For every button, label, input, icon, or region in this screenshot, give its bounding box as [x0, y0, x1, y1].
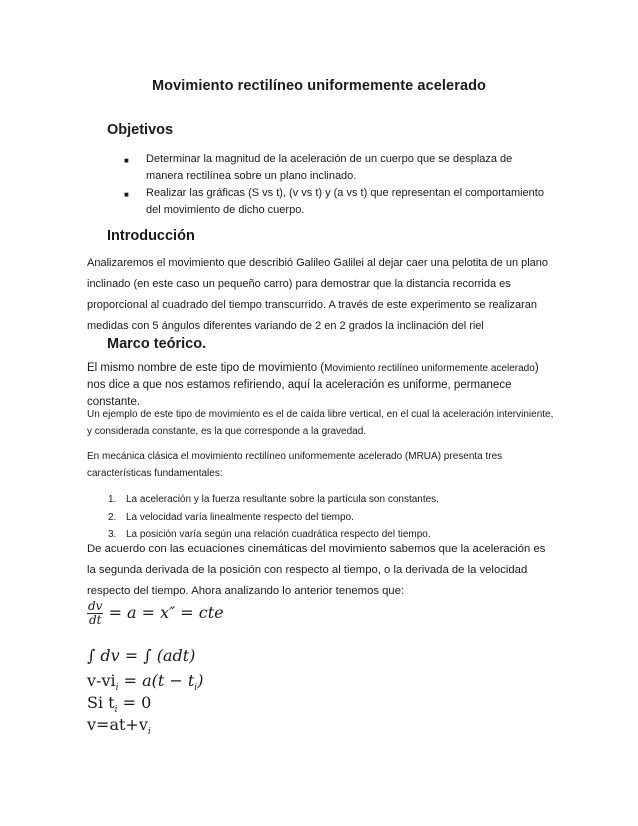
- equation-2: [87, 646, 195, 665]
- marco-text-small: Movimiento rectilíneo uniformemente acelerado: [324, 363, 535, 374]
- fraction-numerator: dv: [88, 599, 103, 613]
- marco-paragraph-2: Un ejemplo de este tipo de movimiento es el de caída libre vertical, en el cual la aceleración interviniente, y considerada constante, es la que corresponde a la gravedad.: [87, 409, 554, 437]
- equation-text: Si t: [87, 693, 115, 712]
- page-title: Movimiento rectilíneo uniformemente acelerado: [151, 78, 487, 94]
- introduccion-paragraph: Analizaremos el movimiento que describió Galileo Galilei al dejar caer una pelotita de un plano inclinado (en este caso un pequeño carro) para demostrar que la distancia recorrida es proporcional al cuadrado del tiempo transcurrido. A través de este experimento se realizaran medidas con 5 ángulos diferentes variando de 2 en 2 grados la inclinación del riel: [87, 257, 549, 332]
- list-item: [108, 491, 548, 509]
- bullet-square-icon: ■: [124, 190, 129, 199]
- equation-4: [87, 693, 151, 715]
- equation-text: ∫ dv = ∫ (adt): [87, 646, 196, 665]
- equation-text: v=at+v: [87, 715, 148, 734]
- equation-sub: i: [194, 683, 198, 694]
- equation-sub: i: [115, 683, 119, 694]
- list-number: 3.: [108, 529, 117, 540]
- list-item: [108, 509, 548, 527]
- equation-sub: i: [147, 727, 151, 738]
- list-text: La posición varía según una relación cuadrática respecto del tiempo.: [126, 529, 431, 540]
- objetivos-list: [124, 151, 544, 219]
- equation-text: = a = x″ = cte: [108, 603, 224, 622]
- equation-text: v-vi: [87, 671, 116, 690]
- equation-text: = a(t − t: [118, 671, 195, 690]
- caracteristicas-list: [108, 491, 548, 544]
- objetivo-text: Realizar las gráficas (S vs t), (v vs t) y (a vs t) que representan el comportamiento del movimiento de dicho cuerpo.: [146, 187, 544, 216]
- list-item: [124, 185, 544, 219]
- fraction: [87, 600, 103, 627]
- list-number: 1.: [108, 494, 117, 505]
- list-item: [124, 151, 544, 185]
- bullet-square-icon: ■: [124, 156, 129, 165]
- list-number: 2.: [108, 511, 117, 523]
- equation-sub: i: [114, 705, 118, 716]
- equation-5: [87, 715, 151, 737]
- heading-marco-teorico: Marco teórico.: [107, 336, 207, 352]
- marco-paragraph-1: [87, 360, 557, 411]
- equation-text: ): [197, 671, 204, 690]
- list-text: La velocidad varía linealmente respecto del tiempo.: [126, 511, 354, 523]
- heading-introduccion: Introducción: [107, 228, 195, 244]
- marco-paragraph-3: En mecánica clásica el movimiento rectilíneo uniformemente acelerado (MRUA) presenta tres características fundamentales:: [87, 451, 503, 479]
- marco-text: ) nos dice a que nos estamos refiriendo, aquí la aceleración es uniforme, permanece constante.: [87, 362, 539, 408]
- marco-text: El mismo nombre de este tipo de movimiento (: [87, 362, 325, 374]
- objetivo-text: Determinar la magnitud de la aceleración de un cuerpo que se desplaza de manera rectilínea sobre un plano inclinado.: [146, 153, 513, 182]
- list-text: La aceleración y la fuerza resultante sobre la partícula son constantes.: [126, 494, 439, 505]
- fraction-denominator: dt: [88, 613, 102, 627]
- heading-objetivos: Objetivos: [107, 122, 174, 138]
- equation-text: = 0: [117, 693, 152, 712]
- equation-1: [87, 600, 224, 627]
- equation-3: [87, 671, 203, 693]
- marco-paragraph-4: De acuerdo con las ecuaciones cinemáticas del movimiento sabemos que la aceleración es la segunda derivada de la posición con respecto al tiempo, o la derivada de la velocidad respecto del tiempo. Ahora analizando lo anterior tenemos que:: [87, 543, 546, 597]
